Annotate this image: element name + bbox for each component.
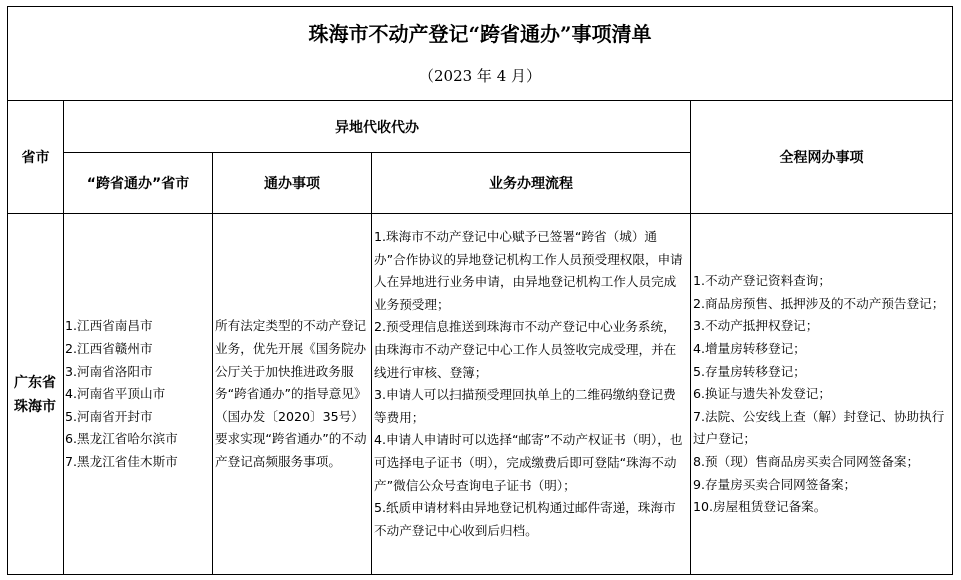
online-service-item: 4.增量房转移登记； — [693, 341, 806, 357]
page-subtitle: （2023 年 4 月） — [418, 66, 542, 85]
cross-city-item: 2.江西省赣州市 — [65, 341, 153, 357]
cross-city-item: 1.江西省南昌市 — [65, 318, 153, 334]
online-service-item: 2.商品房预售、抵押涉及的不动产预告登记； — [693, 295, 945, 311]
process-steps-list — [374, 226, 686, 542]
header-services: 通办事项 — [264, 176, 320, 192]
header-province-city: 省市 — [21, 150, 50, 166]
online-service-item: 1.不动产登记资料查询； — [693, 273, 831, 289]
online-items-list — [693, 270, 948, 519]
online-service-item: 10.房屋租赁登记备案。 — [693, 499, 827, 515]
online-service-item: 7.法院、公安线上查（解）封登记、协助执行过户登记； — [693, 408, 945, 447]
process-step-item: 5.纸质申请材料由异地登记机构通过邮件寄递，珠海市不动产登记中心收到后归档。 — [374, 500, 676, 538]
header-process: 业务办理流程 — [489, 176, 573, 192]
cross-cities-list — [64, 315, 178, 473]
header-online-services: 全程网办事项 — [779, 150, 864, 166]
header-cross-province-cities: “跨省通办”省市 — [86, 176, 190, 192]
cross-cities-cell — [64, 214, 212, 575]
page-title: 珠海市不动产登记“跨省通办”事项清单 — [308, 21, 652, 46]
cross-city-item: 3.河南省洛阳市 — [65, 363, 153, 379]
process-step-item: 3.申请人可以扫描预受理回执单上的二维码缴纳登记费等费用； — [374, 387, 676, 425]
row-city: 广东省珠海市 — [14, 374, 56, 415]
online-service-item: 8.预（现）售商品房买卖合同网签备案； — [693, 453, 920, 469]
process-step-item: 4.申请人申请时可以选择“邮寄”不动产权证书（明），也可选择电子证书（明），完成缴费后即可登陆“珠海不动产”微信公众号查询电子证书（明）； — [374, 432, 683, 493]
process-cell — [372, 226, 690, 542]
process-step-item: 1.珠海市不动产登记中心赋予已签署“跨省（城）通办”合作协议的异地登记机构工作人员预受理权限，申请人在异地进行业务申请，由异地登记机构工作人员完成业务预受理； — [374, 229, 683, 312]
online-service-item: 9.存量房买卖合同网签备案； — [693, 476, 857, 492]
header-group: 异地代收代办 — [335, 119, 419, 136]
services-cell — [213, 214, 371, 575]
online-items-cell — [691, 214, 952, 575]
cross-city-item: 4.河南省平顶山市 — [65, 386, 166, 402]
services-text: 所有法定类型的不动产登记业务，优先开展《国务院办公厅关于加快推进政务服务“跨省通办”的指导意见》（国办发〔2020〕35号）要求实现“跨省通办”的不动产登记高频服务事项。 — [215, 318, 367, 469]
process-step-item: 2.预受理信息推送到珠海市不动产登记中心业务系统，由珠海市不动产登记中心工作人员签收完成受理，并在线进行审核、登簿； — [374, 319, 677, 380]
cross-city-item: 5.河南省开封市 — [65, 408, 153, 424]
online-service-item: 6.换证与遗失补发登记； — [693, 386, 831, 402]
cross-city-item: 6.黑龙江省哈尔滨市 — [65, 431, 178, 447]
online-service-item: 3.不动产抵押权登记； — [693, 318, 819, 334]
cross-city-item: 7.黑龙江省佳木斯市 — [65, 453, 178, 469]
online-service-item: 5.存量房转移登记； — [693, 363, 806, 379]
